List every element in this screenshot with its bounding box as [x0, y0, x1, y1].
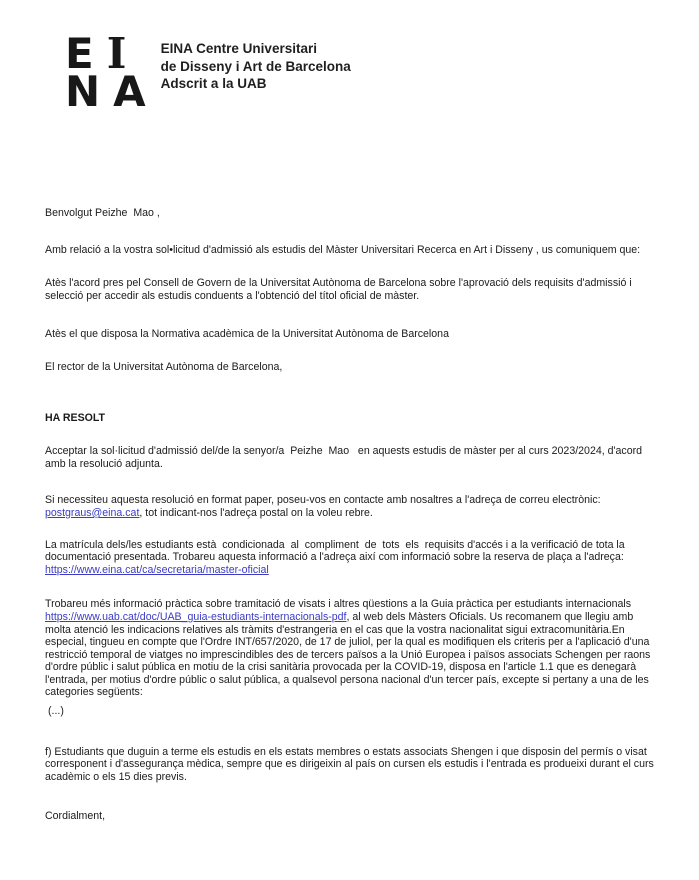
- letterhead: [65, 29, 655, 116]
- paragraph-normativa: Atès el que disposa la Normativa acadèmica de la Universitat Autònoma de Barcelona: [45, 328, 449, 341]
- org-name-line-1: EINA Centre Universitari: [160, 41, 317, 56]
- heading-ha-resolt: HA RESOLT: [45, 411, 106, 424]
- org-name-line-3: Adscrit a la UAB: [160, 76, 267, 91]
- paragraph-paper: [45, 494, 655, 519]
- eina-logo-row-2: [65, 67, 146, 116]
- paragraph-acceptar: Acceptar la sol·licitud d'admissió del/de la senyor/a Peizhe Mao en aquests estudis de màster per al curs 2023/2024, d'acord amb la resolució adjunta.: [45, 445, 643, 470]
- logo-letter-e: E: [65, 29, 94, 78]
- paragraph-matricula-pre: La matrícula dels/les estudiants està condicionada al compliment de tots els requisits d'accés i a la verificació de tota la documentació presentada. Trobareu aquesta informació a l'adreça així com informació sobre la reserva de plaça a l'adreça:: [45, 538, 625, 564]
- eina-secretaria-link[interactable]: https://www.eina.cat/ca/secretaria/master-oficial: [45, 563, 269, 576]
- paragraph-visats-pre: Trobareu més informació pràctica sobre tramitació de visats i altres qüestions a la Guia pràctica per estudiants internacionals: [45, 598, 632, 611]
- paragraph-category-f: f) Estudiants que duguin a terme els estudis en els estats membres o estats associats Shengen i que disposin del permís o visat corresponent i d'assegurança mèdica, sempre que es dirigeixin al país on cursen els estudis i l'entrada es produeixi durant el curs acadèmic o els 15 dies previs.: [45, 745, 654, 783]
- paragraph-intro: Amb relació a la vostra sol•licitud d'admissió als estudis del Màster Universitari Recerca en Art i Disseny , us comuniquem que:: [45, 243, 641, 256]
- paragraph-paper-post: , tot indicant-nos l'adreça postal on la voleu rebre.: [139, 506, 373, 519]
- logo-letter-n: N: [65, 67, 101, 116]
- org-name-line-2: de Disseny i Art de Barcelona: [160, 58, 351, 74]
- eina-logo: [65, 29, 146, 116]
- org-name-block: [161, 35, 351, 93]
- uab-guide-link[interactable]: https://www.uab.cat/doc/UAB_guia-estudiants-internacionals-pdf: [45, 610, 347, 623]
- letter-body: [45, 207, 655, 823]
- paragraph-paper-pre: Si necessiteu aquesta resolució en format paper, poseu-vos en contacte amb nosaltres a l'adreça de correu electrònic:: [45, 494, 601, 507]
- paragraph-acord: Atès l'acord pres pel Consell de Govern de la Universitat Autònoma de Barcelona sobre l'aprovació dels requisits d'admissió i selecció per accedir als estudis conduents a l'obtenció del títol oficial de màster.: [45, 277, 632, 302]
- closing: Cordialment,: [45, 810, 106, 823]
- ellipsis-omission: (...): [48, 705, 64, 718]
- email-link[interactable]: postgraus@eina.cat: [45, 506, 140, 519]
- logo-letter-i: I: [106, 29, 127, 78]
- paragraph-matricula: [45, 539, 655, 577]
- paragraph-visats-post: , al web dels Màsters Oficials. Us recomanem que llegiu amb molta atenció les indicacions relatives als tràmits d'estrangeria en el cas que la vostra nacionalitat sigui extracomunitària.En especial, tingueu en compte que l'Ordre INT/657/2020, de 17 de juliol, per la qual es modifiquen els criteris per a l'aplicació d'una restricció temporal de viatges no imprescindibles des de tercers països a la Unió Europea i països associats Schengen per raons d'ordre públic i salut pública en motiu de la crisi sanitària provocada per la COVID-19, disposa en l'article 1.1 que es denegarà l'entrada, per motius d'ordre públic o salut pública, a qualsevol persona nacional d'un tercer país, excepte si pertany a una de les categories següents:: [45, 610, 651, 699]
- paragraph-visats: [45, 598, 655, 699]
- logo-letter-a: A: [113, 67, 146, 116]
- greeting: Benvolgut Peizhe Mao ,: [45, 207, 160, 219]
- paragraph-rector: El rector de la Universitat Autònoma de Barcelona,: [45, 360, 283, 373]
